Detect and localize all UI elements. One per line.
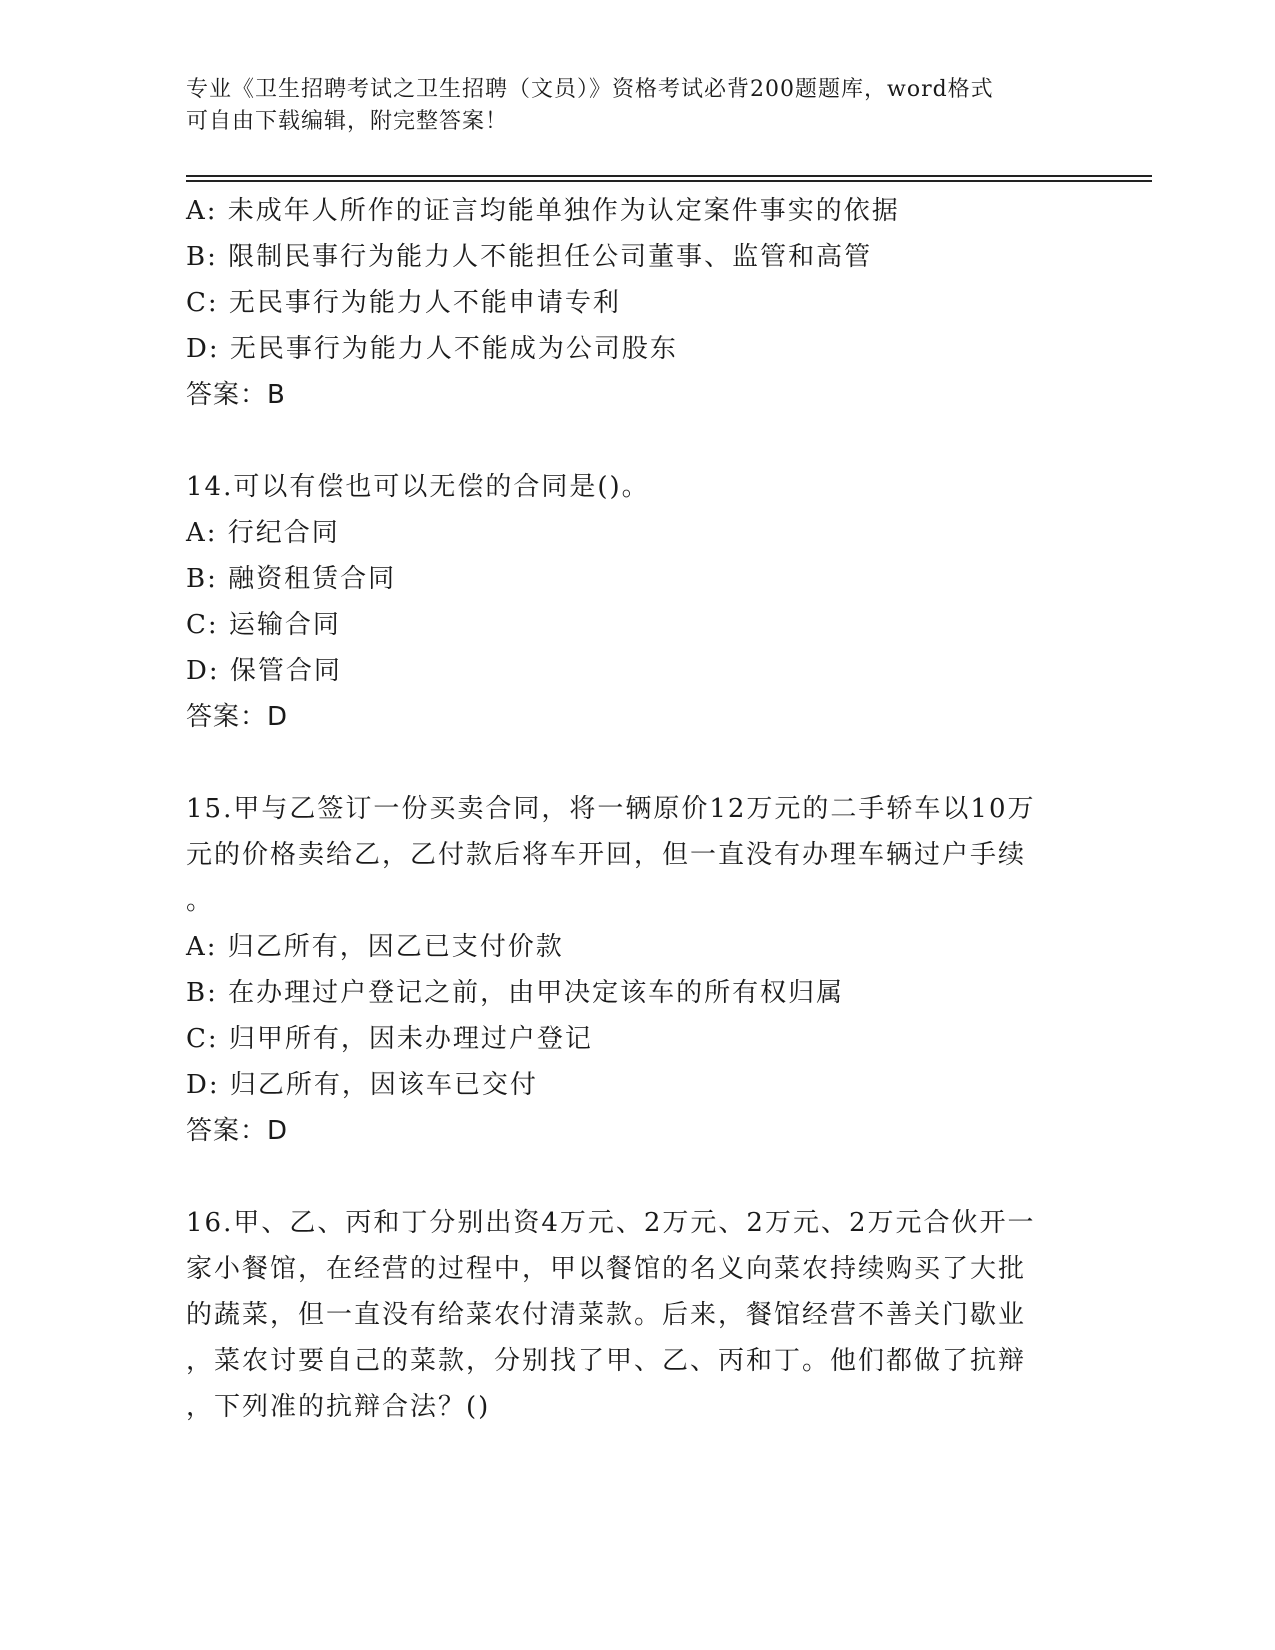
question-16-stem-line-1: 16.甲、乙、丙和丁分别出资4万元、2万元、2万元、2万元合伙开一 (186, 1208, 1036, 1238)
question-14-answer: 答案：D (186, 702, 289, 732)
header-title-line-1: 专业《卫生招聘考试之卫生招聘（文员）》资格考试必背200题题库，word格式 (186, 77, 994, 102)
question-15-answer: 答案：D (186, 1116, 289, 1146)
question-15-block (186, 786, 1086, 1154)
question-14-stem: 14.可以有偿也可以无偿的合同是()。 (186, 472, 650, 502)
question-13-option-d: D: 无民事行为能力人不能成为公司股东 (186, 334, 678, 364)
question-14-option-c: C: 运输合同 (186, 610, 341, 640)
question-16-stem-line-5: ，下列准的抗辩合法？() (186, 1392, 491, 1422)
document-header (186, 74, 1066, 138)
question-16-stem-line-3: 的蔬菜，但一直没有给菜农付清菜款。后来，餐馆经营不善关门歇业 (186, 1300, 1027, 1330)
question-15-stem-line-3: 。 (186, 886, 215, 916)
question-16-stem-line-2: 家小餐馆，在经营的过程中，甲以餐馆的名义向菜农持续购买了大批 (186, 1254, 1027, 1284)
question-13-answer: 答案：B (186, 380, 286, 410)
header-title-line-2: 可自由下载编辑，附完整答案！ (186, 109, 509, 134)
question-13-option-a: A: 未成年人所作的证言均能单独作为认定案件事实的依据 (186, 196, 900, 226)
question-14-option-a: A: 行纪合同 (186, 518, 340, 548)
question-13-block (186, 188, 1086, 418)
question-15-option-c: C: 归甲所有，因未办理过户登记 (186, 1024, 593, 1054)
question-16-stem-line-4: ，菜农讨要自己的菜款，分别找了甲、乙、丙和丁。他们都做了抗辩 (186, 1346, 1027, 1376)
question-15-stem-line-1: 15.甲与乙签订一份买卖合同，将一辆原价12万元的二手轿车以10万 (186, 794, 1036, 824)
question-13-option-b: B: 限制民事行为能力人不能担任公司董事、监管和高管 (186, 242, 873, 272)
question-15-option-d: D: 归乙所有，因该车已交付 (186, 1070, 538, 1100)
header-rule-top (186, 175, 1152, 177)
question-15-option-b: B: 在办理过户登记之前，由甲决定该车的所有权归属 (186, 978, 845, 1008)
header-rule-bottom (186, 180, 1152, 182)
question-14-block (186, 464, 1086, 740)
question-13-option-c: C: 无民事行为能力人不能申请专利 (186, 288, 621, 318)
question-16-block (186, 1200, 1086, 1430)
question-14-option-d: D: 保管合同 (186, 656, 342, 686)
question-15-option-a: A: 归乙所有，因乙已支付价款 (186, 932, 564, 962)
question-list (186, 188, 1086, 1430)
question-14-option-b: B: 融资租赁合同 (186, 564, 397, 594)
question-15-stem-line-2: 元的价格卖给乙，乙付款后将车开回，但一直没有办理车辆过户手续 (186, 840, 1027, 870)
